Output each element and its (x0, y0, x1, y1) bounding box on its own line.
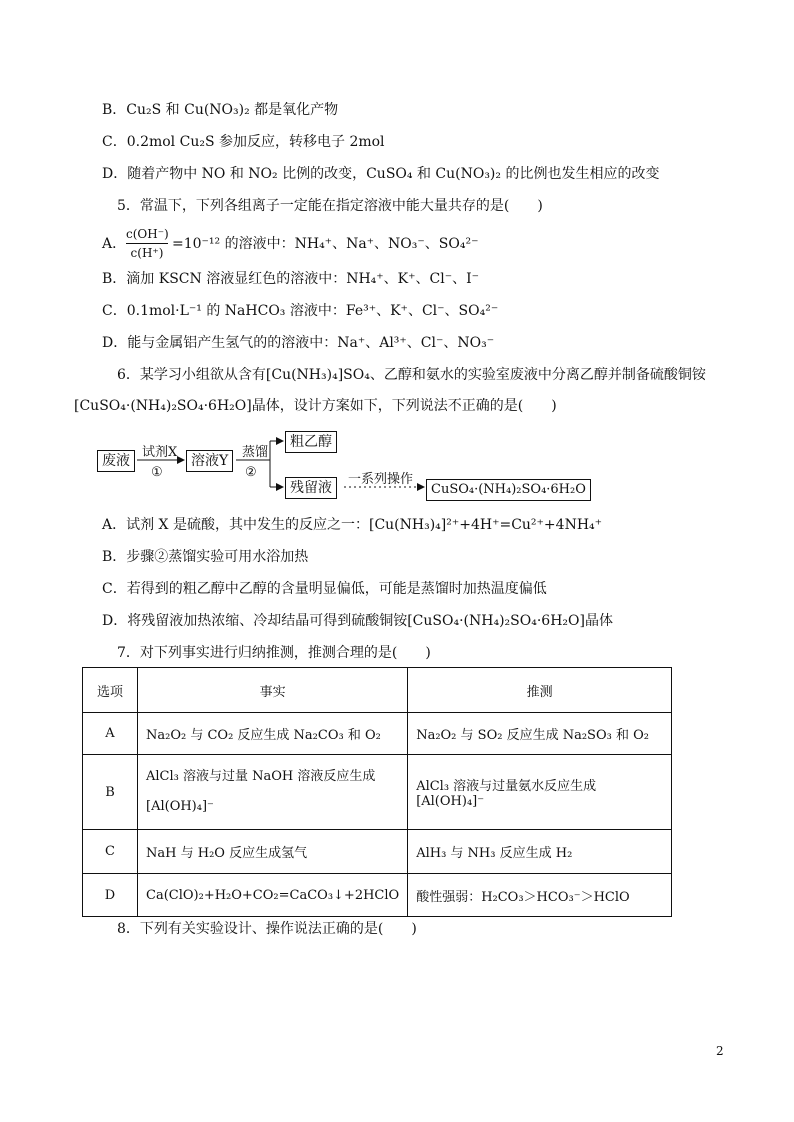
box-residue: 残留液 (285, 477, 337, 499)
row-guess: AlCl₃ 溶液与过量氨水反应生成[Al(OH)₄]⁻ (408, 755, 672, 830)
page-number: 2 (716, 1044, 724, 1058)
q4-option-c: C．0.2mol Cu₂S 参加反应，转移电子 2mol (102, 134, 385, 150)
box-waste: 废液 (97, 450, 135, 472)
arrow3-label: 一系列操作 (348, 472, 414, 487)
header-guess: 推测 (408, 668, 672, 713)
q5-stem: 5．常温下，下列各组离子一定能在指定溶液中能大量共存的是( ) (117, 198, 543, 214)
row-option: B (83, 755, 138, 830)
table-row (83, 755, 672, 830)
fraction-denominator: c(H⁺) (130, 246, 164, 260)
box-solution-y: 溶液Y (186, 450, 233, 472)
q4-option-b: B．Cu₂S 和 Cu(NO₃)₂ 都是氧化产物 (102, 102, 339, 118)
q5-option-d: D．能与金属铝产生氢气的的溶液中：Na⁺、Al³⁺、Cl⁻、NO₃⁻ (102, 335, 495, 351)
row-guess: Na₂O₂ 与 SO₂ 反应生成 Na₂SO₃ 和 O₂ (408, 713, 672, 755)
table-row (83, 830, 672, 874)
arrow1-label-bottom: ① (151, 465, 163, 480)
row-option: C (83, 830, 138, 874)
header-option: 选项 (83, 668, 138, 713)
q4-option-d: D．随着产物中 NO 和 NO₂ 比例的改变，CuSO₄ 和 Cu(NO₃)₂ 的比例也发生相应的改变 (102, 166, 660, 182)
box-crude-ethanol: 粗乙醇 (285, 431, 337, 453)
q7-table (82, 667, 672, 917)
q5-option-b: B．滴加 KSCN 溶液显红色的溶液中：NH₄⁺、K⁺、Cl⁻、I⁻ (102, 271, 480, 287)
row-fact: Ca(ClO)₂+H₂O+CO₂=CaCO₃↓+2HClO (138, 874, 408, 917)
q7-stem: 7．对下列事实进行归纳推测，推测合理的是( ) (117, 645, 431, 661)
header-fact: 事实 (138, 668, 408, 713)
box-product: CuSO₄·(NH₄)₂SO₄·6H₂O (426, 479, 591, 501)
q6-option-b: B．步骤②蒸馏实验可用水浴加热 (102, 549, 309, 565)
q6-option-c: C．若得到的粗乙醇中乙醇的含量明显偏低，可能是蒸馏时加热温度偏低 (102, 581, 547, 597)
row-option: A (83, 713, 138, 755)
row-fact: AlCl₃ 溶液与过量 NaOH 溶液反应生成[Al(OH)₄]⁻ (138, 755, 408, 830)
fraction-numerator: c(OH⁻) (126, 227, 169, 241)
row-guess: AlH₃ 与 NH₃ 反应生成 H₂ (408, 830, 672, 874)
table-row (83, 874, 672, 917)
arrow2-label-bottom: ② (245, 465, 257, 480)
table-row (83, 713, 672, 755)
q6-stem-line2: [CuSO₄·(NH₄)₂SO₄·6H₂O]晶体，设计方案如下，下列说法不正确的是( ) (74, 398, 557, 414)
row-option: D (83, 874, 138, 917)
arrow2-label-top: 蒸馏 (242, 445, 269, 460)
q5-option-a-rest: =10⁻¹² 的溶液中：NH₄⁺、Na⁺、NO₃⁻、SO₄²⁻ (172, 236, 479, 252)
q6-stem-line1: 6．某学习小组欲从含有[Cu(NH₃)₄]SO₄、乙醇和氨水的实验室废液中分离乙醇并制备硫酸铜铵 (117, 367, 706, 383)
q5-option-c: C．0.1mol·L⁻¹ 的 NaHCO₃ 溶液中：Fe³⁺、K⁺、Cl⁻、SO₄²⁻ (102, 303, 499, 319)
q5-option-a-prefix: A． (102, 236, 127, 252)
row-fact: Na₂O₂ 与 CO₂ 反应生成 Na₂CO₃ 和 O₂ (138, 713, 408, 755)
arrow1-label-top: 试剂X (142, 445, 178, 460)
table-header-row (83, 668, 672, 713)
row-guess: 酸性强弱：H₂CO₃＞HCO₃⁻＞HClO (408, 874, 672, 917)
q6-option-a: A．试剂 X 是硫酸，其中发生的反应之一：[Cu(NH₃)₄]²⁺+4H⁺=Cu²⁺+4NH₄⁺ (102, 517, 603, 533)
q6-option-d: D．将残留液加热浓缩、冷却结晶可得到硫酸铜铵[CuSO₄·(NH₄)₂SO₄·6H₂O]晶体 (102, 613, 613, 629)
row-fact: NaH 与 H₂O 反应生成氢气 (138, 830, 408, 874)
q8-stem: 8．下列有关实验设计、操作说法正确的是( ) (117, 921, 417, 937)
